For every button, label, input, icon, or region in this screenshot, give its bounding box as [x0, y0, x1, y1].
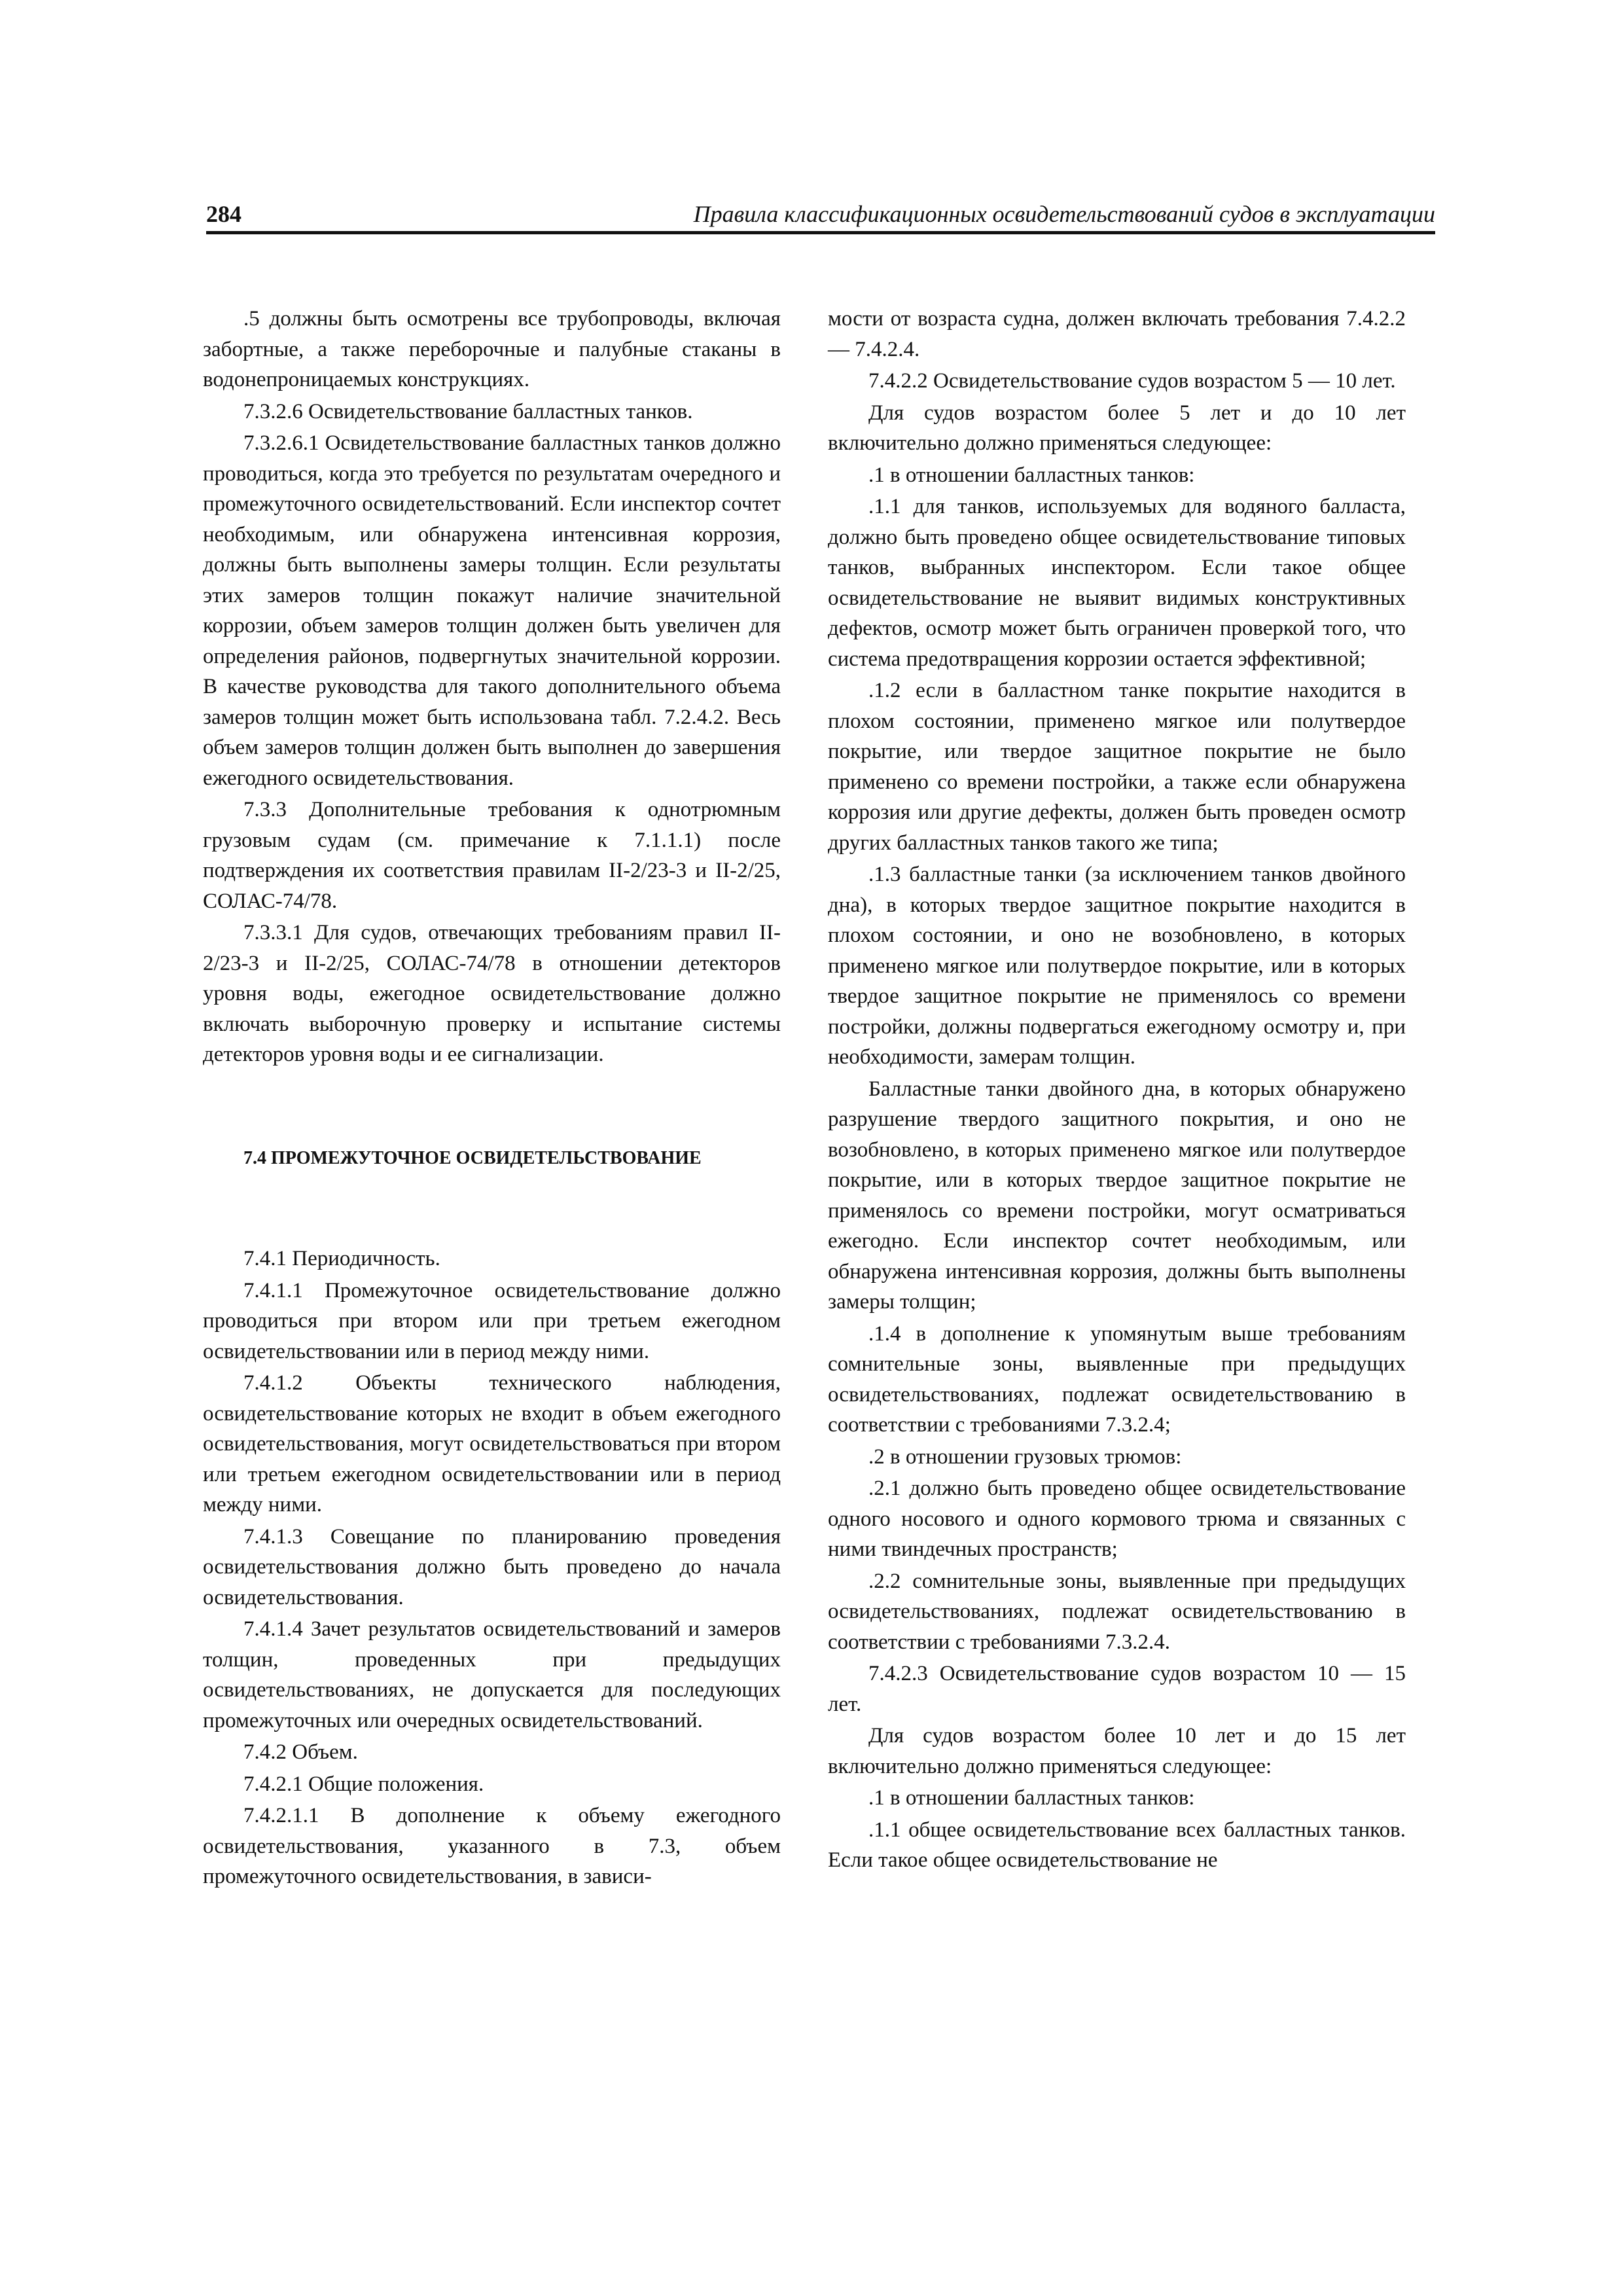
page-header [206, 200, 1435, 234]
paragraph-item-1-3: .1.3 балластные танки (за исключением танков двойного дна), в которых твердое защитное покрытие находится в плохом состоянии, и оно не возобновлено, в которых применено мягкое или полутвердое покрытие, или в которых твердое защитное покрытие не применялось со времени постройки, должны подвергаться ежегодному осмотру и, при необходимости, замерам толщин. [828, 863, 1406, 1069]
paragraph-item-1-1: .1.1 для танков, используемых для водяного балласта, должно быть проведено общее освидетельствование типовых танков, выбранных инспектором. Если такое общее освидетельствование не выявит видимых конструктивных дефектов, осмотр может быть ограничен проверкой того, что система предотвращения коррозии остается эффективной; [828, 495, 1406, 671]
paragraph-7-4-2: 7.4.2 Объем. [243, 1740, 358, 1764]
paragraph-item-1-4: .1.4 в дополнение к упомянутым выше требованиям сомнительные зоны, выявленные при предыдущих освидетельствованиях, подлежат освидетельствованию в соответствии с требованиями 7.3.2.4; [828, 1321, 1406, 1437]
section-heading-7-4: 7.4 ПРОМЕЖУТОЧНОЕ ОСВИДЕТЕЛЬСТВОВАНИЕ [243, 1147, 702, 1168]
paragraph-item-1-1-2: .1.1 общее освидетельствование всех балластных танков. Если такое общее освидетельствование не [828, 1818, 1406, 1872]
paragraph-item-1-ballast-2: .1 в отношении балластных танков: [868, 1786, 1195, 1810]
paragraph-7-4-1-2: 7.4.1.2 Объекты технического наблюдения, освидетельствование которых не входит в объем ежегодного освидетельствования, могут освидетельствоваться при втором или третьем ежегодном освидетельствовании или в период между ними. [203, 1371, 781, 1516]
paragraph-7-4-1-4: 7.4.1.4 Зачет результатов освидетельствований и замеров толщин, проведенных при предыдущих освидетельствованиях, не допускается для последующих промежуточных или очередных освидетельствований. [203, 1617, 781, 1732]
paragraph-item-5-pipelines: .5 должны быть осмотрены все трубопроводы, включая забортные, а также переборочные и палубные стаканы в водонепроницаемых конструкциях. [203, 307, 781, 391]
page-number: 284 [206, 201, 241, 227]
paragraph-item-1-2: .1.2 если в балластном танке покрытие находится в плохом состоянии, применено мягкое или полутвердое покрытие, или твердое защитное покрытие не было применено со времени постройки, а также если обнаружена коррозия или другие дефекты, должен быть проведен осмотр других балластных танков такого же типа; [828, 679, 1406, 855]
paragraph-7-4-2-1: 7.4.2.1 Общие положения. [243, 1772, 484, 1796]
running-title: Правила классификационных освидетельствований судов в эксплуатации [693, 201, 1435, 227]
paragraph-7-4-1-3: 7.4.1.3 Совещание по планированию проведения освидетельствования должно быть проведено до начала освидетельствования. [203, 1524, 781, 1609]
paragraph-7-3-2-6-1: 7.3.2.6.1 Освидетельствование балластных танков должно проводиться, когда это требуется по результатам очередного и промежуточного освидетельствований. Если инспектор сочтет необходимым, или обнаружена интенсивная коррозия, должны быть выполнены замеры толщин. Если результаты этих замеров толщин покажут наличие значительной коррозии, объем замеров толщин должен быть увеличен для определения районов, подвергнутых значительной коррозии. В качестве руководства для такого дополнительного объема замеров толщин может быть использована табл. 7.2.4.2. Весь объем замеров толщин должен быть выполнен до завершения ежегодного освидетельствования. [203, 431, 781, 790]
paragraph-item-2-2: .2.2 сомнительные зоны, выявленные при предыдущих освидетельствованиях, подлежат освидетельствованию в соответствии с требованиями 7.3.2.4. [828, 1569, 1406, 1654]
paragraph-item-1-ballast: .1 в отношении балластных танков: [868, 463, 1195, 487]
paragraph-7-3-3: 7.3.3 Дополнительные требования к однотрюмным грузовым судам (см. примечание к 7.1.1.1) после подтверждения их соответствия правилам II-2/23-3 и II-2/25, СОЛАС-74/78. [203, 798, 781, 913]
paragraph-7-4-1-1: 7.4.1.1 Промежуточное освидетельствование должно проводиться при втором или при третьем ежегодном освидетельствовании или в период между ними. [203, 1278, 781, 1363]
paragraph-7-3-3-1: 7.3.3.1 Для судов, отвечающих требованиям правил II-2/23-3 и II-2/25, СОЛАС-74/78 в отношении детекторов уровня воды, ежегодное освидетельствование должно включать выборочную проверку и испытание системы детекторов уровня воды и ее сигнализации. [203, 921, 781, 1066]
left-column [203, 304, 781, 1893]
right-column [828, 304, 1406, 1877]
paragraph-item-2-holds: .2 в отношении грузовых трюмов: [868, 1444, 1182, 1469]
paragraph-continuation: мости от возраста судна, должен включать требования 7.4.2.2 — 7.4.2.4. [828, 307, 1406, 361]
paragraph-double-bottom: Балластные танки двойного дна, в которых обнаружено разрушение твердого защитного покрытия, и оно не возобновлено, в которых применено мягкое или полутвердое покрытие, или в которых твердое защитное покрытие не применялось со времени постройки, могут осматриваться ежегодно. Если инспектор сочтет необходимым, или обнаружена интенсивная коррозия, должны быть выполнены замеры толщин; [828, 1077, 1406, 1314]
paragraph-age-5-10: Для судов возрастом более 5 лет и до 10 лет включительно должно применяться следующее: [828, 401, 1406, 455]
paragraph-age-10-15: Для судов возрастом более 10 лет и до 15 лет включительно должно применяться следующее: [828, 1724, 1406, 1778]
paragraph-item-2-1: .2.1 должно быть проведено общее освидетельствование одного носового и одного кормового трюма и связанных с ними твиндечных пространств; [828, 1477, 1406, 1561]
paragraph-7-4-2-2: 7.4.2.2 Освидетельствование судов возрастом 5 — 10 лет. [868, 369, 1396, 393]
paragraph-7-3-2-6: 7.3.2.6 Освидетельствование балластных танков. [243, 399, 693, 423]
paragraph-7-4-2-3: 7.4.2.3 Освидетельствование судов возрастом 10 — 15 лет. [828, 1662, 1406, 1716]
paragraph-7-4-1: 7.4.1 Периодичность. [243, 1247, 440, 1270]
paragraph-7-4-2-1-1: 7.4.2.1.1 В дополнение к объему ежегодного освидетельствования, указанного в 7.3, объем промежуточного освидетельствования, в зависи- [203, 1804, 781, 1888]
